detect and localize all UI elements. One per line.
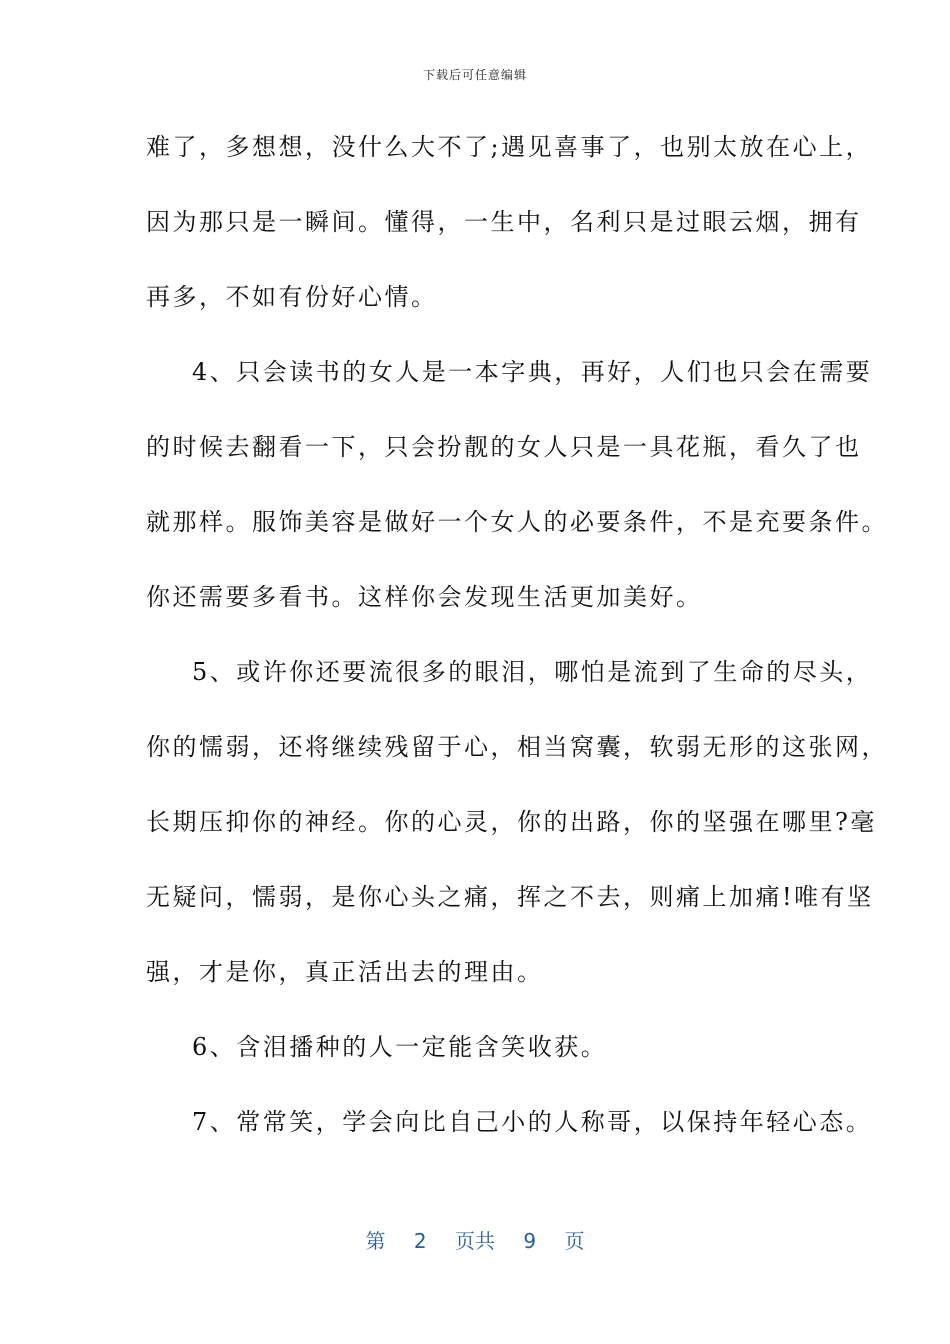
paragraph-start-line: 7、常常笑，学会向比自己小的人称哥，以保持年轻心态。	[192, 1108, 873, 1136]
footer-page-current: 2	[413, 1229, 427, 1253]
text-line: 就那样。服饰美容是做好一个女人的必要条件，不是充要条件。	[146, 508, 888, 536]
page-footer	[0, 1225, 950, 1254]
text-line: 无疑问，懦弱，是你心头之痛，挥之不去，则痛上加痛!唯有坚	[146, 883, 874, 911]
footer-label-ye-gong: 页共	[455, 1229, 495, 1253]
text-line: 你还需要多看书。这样你会发现生活更加美好。	[146, 583, 703, 611]
page-header-note: 下载后可任意编辑	[422, 68, 527, 82]
footer-page-total: 9	[523, 1229, 537, 1253]
paragraph-start-line: 4、只会读书的女人是一本字典，再好，人们也只会在需要	[192, 358, 873, 386]
text-line: 你的懦弱，还将继续残留于心，相当窝囊，软弱无形的这张网，	[146, 733, 888, 761]
text-line: 长期压抑你的神经。你的心灵，你的出路，你的坚强在哪里?毫	[146, 808, 877, 836]
text-line: 再多，不如有份好心情。	[146, 283, 438, 311]
paragraph-start-line: 5、或许你还要流很多的眼泪，哪怕是流到了生命的尽头，	[192, 658, 873, 686]
text-line: 难了，多想想，没什么大不了;遇见喜事了，也别太放在心上，	[146, 133, 873, 161]
footer-label-ye: 页	[564, 1229, 585, 1253]
text-line: 的时候去翻看一下，只会扮靓的女人只是一具花瓶，看久了也	[146, 433, 862, 461]
text-line: 因为那只是一瞬间。懂得，一生中，名利只是过眼云烟，拥有	[146, 208, 862, 236]
text-line: 强，才是你，真正活出去的理由。	[146, 958, 544, 986]
footer-label-di: 第	[365, 1229, 386, 1253]
paragraph-start-line: 6、含泪播种的人一定能含笑收获。	[192, 1033, 608, 1061]
